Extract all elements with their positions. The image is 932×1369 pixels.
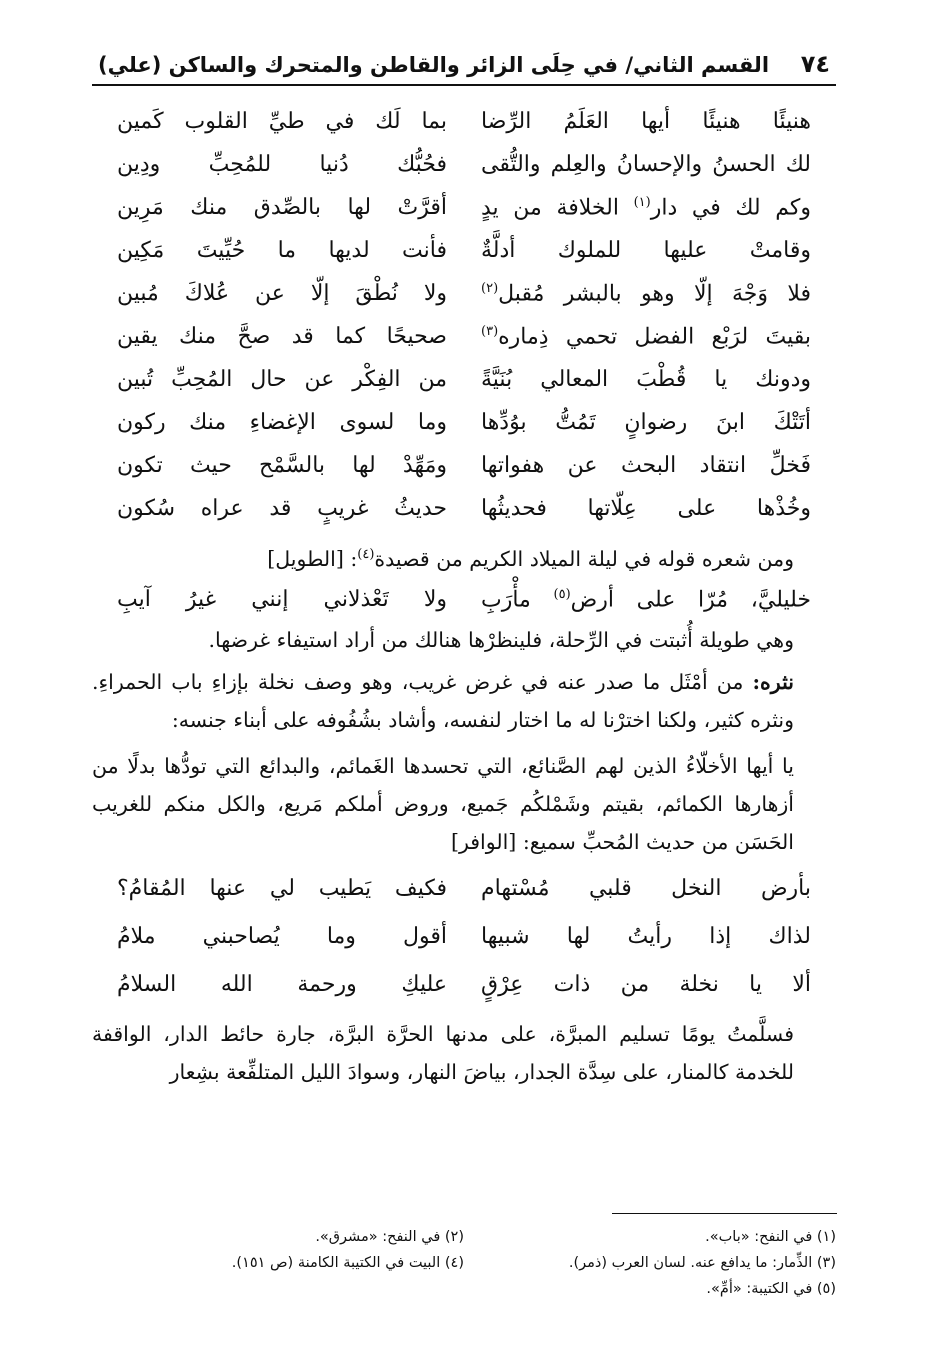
poem-single-verse — [92, 578, 836, 621]
hemistich-second: ومَهِّدْ لها بالسَّمْح حيث تكون — [117, 453, 447, 478]
verse-line — [117, 444, 811, 487]
book-page — [92, 50, 836, 1091]
verse-line — [117, 143, 811, 186]
running-title: القسم الثاني/ في حِلَى الزائر والقاطن والمتحرك والساكن (علي) — [98, 53, 770, 77]
hemistich-text: الخلافة من يدٍ — [481, 195, 634, 221]
hemistich-second: فكيف يَطيب لي عنها المُقامُ؟ — [117, 876, 447, 902]
footnote-marker: (١) — [633, 194, 651, 210]
hemistich-second: صحيحًا كما قد صحَّ منك يقين — [117, 324, 447, 349]
footnote-2: (٢) في النفح: «مشرق». — [315, 1229, 464, 1245]
verse-line — [117, 961, 811, 1009]
hemistich-text: خليليَّ، مُرّا على أرض — [570, 586, 811, 612]
hemistich-first: وخُذْها على عِلّاتها فحديثُها — [481, 496, 811, 521]
hemistich-first: لك الحسنُ والإحسانُ والعِلم والتُّقى — [481, 152, 811, 177]
footnote-marker: (٣) — [481, 323, 499, 339]
footnote-marker: (٤) — [357, 547, 375, 562]
hemistich-first: ألا يا نخلة من ذات عِرْقٍ — [481, 972, 811, 998]
footnote-row — [92, 1224, 836, 1250]
hemistich-first — [481, 324, 811, 349]
hemistich-first — [481, 195, 811, 220]
running-header — [92, 50, 836, 86]
verse-line — [117, 578, 811, 621]
note-paragraph: وهي طويلة أُثبتت في الرِّحلة، فلينظرْها هنالك من أراد استيفاء غرضها. — [208, 627, 794, 652]
meter-label: [الوافر] — [450, 829, 523, 854]
hemistich-first: لذاك إذا رأيتُ لها شبيها — [481, 924, 811, 950]
hemistich-second: وما لسوى الإغضاءِ منك ركون — [117, 410, 447, 435]
letter-text: يا أيها الأخلّاءُ الذين لهم الصَّنائع، التي تحسدها الغَمائم، والبدائع التي تودُّها بدلًا من أزهارها الكمائم، بقيتم وشَمْلكُم جَميع، وروض أملكم مَريع، والكل منكم للغريب الحَسَن من حديث المُحبِّ سميع: — [92, 753, 794, 854]
footnote-marker: (٢) — [481, 280, 499, 296]
hemistich-second: أقول وما يُصاحبني ملامُ — [117, 924, 447, 950]
hemistich-second: عليكِ ورحمة الله السلامُ — [117, 972, 447, 998]
hemistich-first — [481, 281, 811, 306]
prose-paragraph — [92, 663, 836, 739]
poem-second — [92, 865, 836, 1009]
hemistich-second: أقرَّتْ لها بالصِّدق منك مَرِين — [117, 195, 447, 220]
hemistich-first: أتَتْكَ ابنَ رضوانٍ تَمُتُّ بوُدِّها — [481, 410, 811, 435]
footnote-3: (٣) الذِّمار: ما يدافع عنه. لسان العرب (ذمر). — [568, 1255, 836, 1271]
footnote-row — [92, 1250, 836, 1276]
letter-paragraph — [92, 747, 836, 861]
footnote-row — [92, 1276, 836, 1302]
verse-line — [117, 865, 811, 913]
verse-line — [117, 315, 811, 358]
hemistich-second: حديثُ غريبٍ قد عراه سُكون — [117, 496, 447, 521]
verse-line — [117, 913, 811, 961]
verse-line — [117, 358, 811, 401]
hemistich-first — [481, 587, 811, 612]
verse-line — [117, 401, 811, 444]
intro-paragraph — [92, 536, 836, 578]
verse-line — [117, 487, 811, 530]
hemistich-first: وقامتْ عليها للملوك أدلَّةٌ — [481, 238, 811, 263]
footnotes — [92, 1224, 836, 1302]
verse-line — [117, 229, 811, 272]
hemistich-first: بأرض النخل قلبي مُسْتهام — [481, 876, 811, 902]
hemistich-first: فَخلِّ انتقاد البحث عن هفواتها — [481, 453, 811, 478]
hemistich-text: مأْرَبِ — [481, 586, 554, 612]
hemistich-second: فحُبُّك دُنيا للمُحِبِّ ودِين — [117, 152, 447, 177]
section-label: نثره: — [752, 669, 794, 694]
footnote-rule — [612, 1213, 837, 1214]
prose-text: من أمْثَل ما صدر عنه في غرض غريب، وهو وصف نخلة بإزاءِ باب الحمراءِ. ونثره كثير، ولكنا اخترْنا له ما اختار لنفسه، وأشاد بشُفُوفه على أبناء جنسه: — [92, 669, 794, 732]
hemistich-second: بما لَك في طيِّ القلوب كَمين — [117, 109, 447, 134]
page-number: ٧٤ — [800, 50, 830, 78]
intro-text: ومن شعره قوله في ليلة الميلاد الكريم من قصيدة — [374, 546, 794, 571]
verse-line — [117, 272, 811, 315]
hemistich-second: ولا نُطْقَ إلّا عن عُلاكَ مُبين — [117, 281, 447, 306]
hemistich-text: وكم لك في دار — [650, 195, 811, 221]
hemistich-second: فأنت لديها ما حُيِّيتَ مَكِين — [117, 238, 447, 263]
footnote-5: (٥) في الكتيبة: «أمِّ». — [706, 1281, 836, 1297]
footnote-4: (٤) البيت في الكتيبة الكامنة (ص ١٥١). — [231, 1255, 464, 1271]
footnote-marker: (٥) — [553, 586, 571, 602]
hemistich-text: بقيتَ لرَبْع الفضل تحمي ذِماره — [498, 324, 811, 350]
hemistich-text: فلا وَجْهَ إلّا وهو بالبشر مُقبل — [498, 281, 811, 307]
meter-label: : [الطويل] — [267, 546, 358, 571]
verse-line — [117, 100, 811, 143]
footnote-1: (١) في النفح: «باب». — [705, 1229, 836, 1245]
poem-first — [92, 100, 836, 530]
verse-line — [117, 186, 811, 229]
hemistich-first: ودونك يا قُطْبَ المعالي بُنَيَّةً — [481, 367, 811, 392]
hemistich-second: ولا تَعْذلاني إنني غيرُ آيبِ — [117, 586, 447, 612]
hemistich-first: هنيئًا هنيئًا أيها العَلَمُ الرِّضا — [481, 109, 811, 134]
hemistich-second: من الفِكْر عن حال المُحِبِّ تُبين — [117, 367, 447, 392]
closing-paragraph: فسلَّمتُ يومًا تسليم المبرَّة، على مدنها الحرَّة البرَّة، جارة حائط الدار، الواقفة للخدمة كالمنار، على سِدَّة الجدار، بياضَ النهار، وسوادَ الليل المتلفِّعة بشِعار — [92, 1021, 794, 1084]
